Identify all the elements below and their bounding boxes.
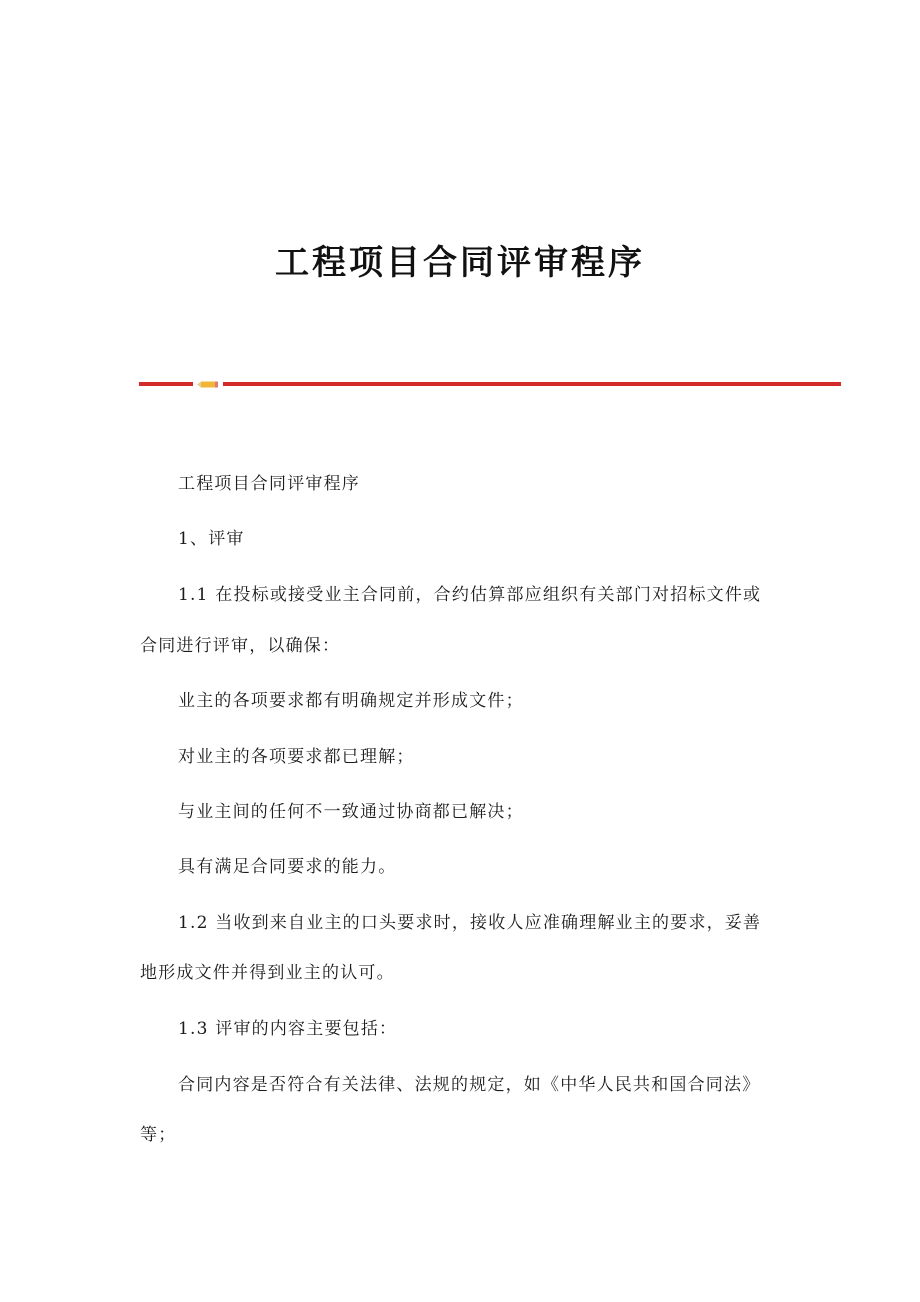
body-paragraph-continuation: 合同进行评审，以确保： xyxy=(140,636,341,656)
body-paragraph-continuation: 地形成文件并得到业主的认可。 xyxy=(140,963,395,983)
body-paragraph-continuation: 等； xyxy=(140,1125,177,1145)
divider-bar-left xyxy=(139,382,193,386)
document-title: 工程项目合同评审程序 xyxy=(275,242,645,283)
section-heading: 1、评审 xyxy=(178,529,245,549)
divider-bar-right xyxy=(223,382,841,386)
list-item: 具有满足合同要求的能力。 xyxy=(178,857,397,877)
list-item: 与业主间的任何不一致通过协商都已解决； xyxy=(178,802,524,822)
body-paragraph: 合同内容是否符合有关法律、法规的规定，如《中华人民共和国合同法》 xyxy=(178,1075,761,1095)
list-item: 对业主的各项要求都已理解； xyxy=(178,747,415,767)
pencil-icon xyxy=(197,381,218,388)
body-paragraph: 工程项目合同评审程序 xyxy=(178,474,360,494)
title-divider xyxy=(139,379,841,391)
list-item: 业主的各项要求都有明确规定并形成文件； xyxy=(178,691,524,711)
body-paragraph: 1.2 当收到来自业主的口头要求时，接收人应准确理解业主的要求，妥善 xyxy=(178,913,762,933)
body-paragraph: 1.1 在投标或接受业主合同前，合约估算部应组织有关部门对招标文件或 xyxy=(178,585,762,605)
section-heading: 1.3 评审的内容主要包括： xyxy=(178,1019,398,1039)
